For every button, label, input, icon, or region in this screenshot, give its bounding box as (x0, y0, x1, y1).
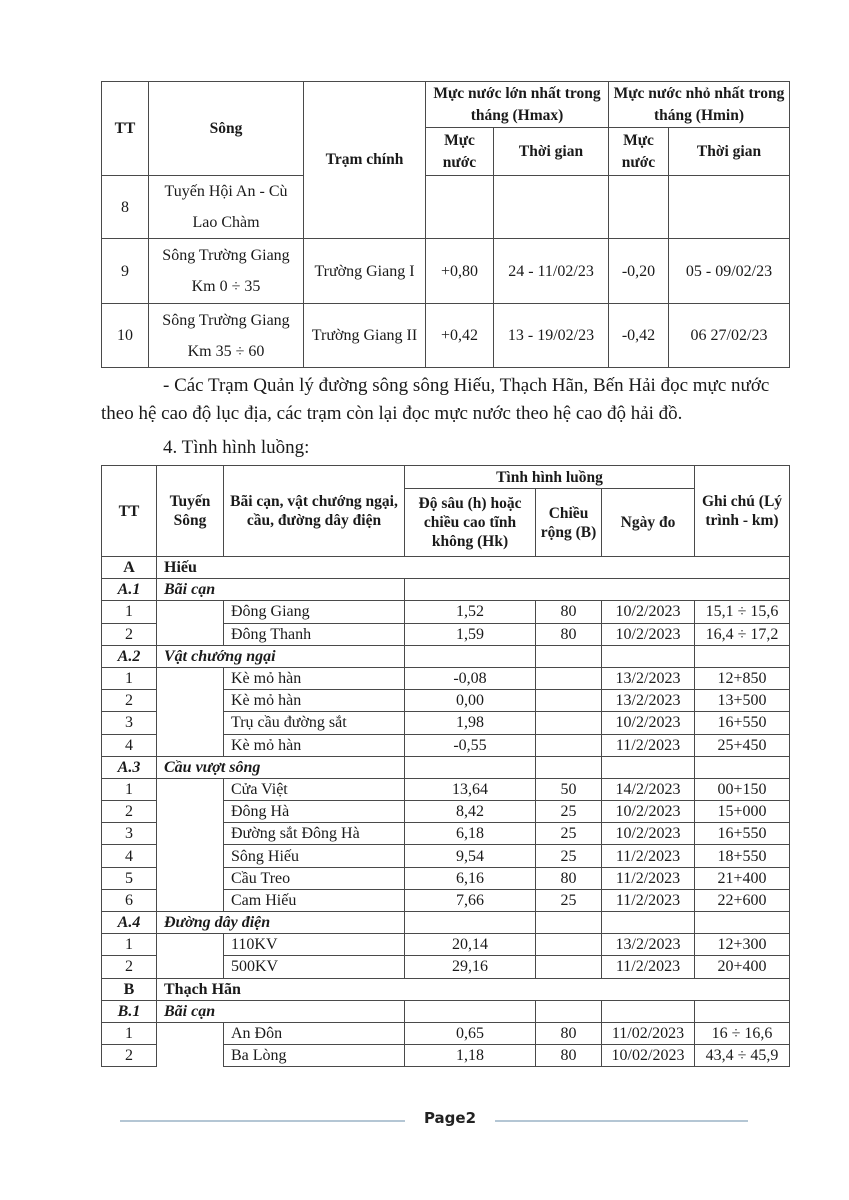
cell-hmin-time: 06 27/02/23 (669, 304, 790, 368)
section-row (102, 978, 790, 1000)
cell-date: 10/2/2023 (602, 801, 695, 823)
section-id: B (102, 978, 157, 1000)
cell-date: 10/2/2023 (602, 601, 695, 623)
group-name: Đường dây điện (157, 912, 405, 934)
section-row (102, 557, 790, 579)
cell-note: 12+850 (695, 667, 790, 689)
note-paragraph (101, 372, 789, 428)
cell-depth: -0,08 (405, 667, 536, 689)
table-row (102, 176, 790, 239)
cell-width (536, 712, 602, 734)
cell-width: 25 (536, 889, 602, 911)
cell-name: Kè mỏ hàn (224, 734, 405, 756)
cell-depth: 1,18 (405, 1045, 536, 1067)
cell-tt: 4 (102, 734, 157, 756)
cell-note: 20+400 (695, 956, 790, 978)
cell-width: 80 (536, 867, 602, 889)
cell-tt: 2 (102, 1045, 157, 1067)
cell-hmin: -0,42 (609, 304, 669, 368)
table-row (102, 778, 790, 800)
cell-note: 16+550 (695, 712, 790, 734)
cell-name: Trụ cầu đường sắt (224, 712, 405, 734)
cell-name: 500KV (224, 956, 405, 978)
section-heading: 4. Tình hình luồng: (163, 437, 310, 458)
cell-depth: 6,16 (405, 867, 536, 889)
cell-name: Kè mỏ hàn (224, 667, 405, 689)
group-id: A.4 (102, 912, 157, 934)
cell-depth: 1,59 (405, 623, 536, 645)
cell-tuyen-song (157, 1022, 224, 1066)
cell-note: 16+550 (695, 823, 790, 845)
cell-depth: 1,52 (405, 601, 536, 623)
cell-name: Ba Lòng (224, 1045, 405, 1067)
cell-depth: 7,66 (405, 889, 536, 911)
cell-width: 25 (536, 801, 602, 823)
cell-tt: 3 (102, 712, 157, 734)
cell-tt: 1 (102, 601, 157, 623)
cell-note: 12+300 (695, 934, 790, 956)
cell-tt: 5 (102, 867, 157, 889)
cell-width (536, 734, 602, 756)
empty-cell (602, 645, 695, 667)
header-hmin: Mực nước nhỏ nhất trong tháng (Hmin) (609, 82, 790, 128)
table-row (102, 667, 790, 689)
header-hmin-level: Mực nước (609, 128, 669, 176)
empty-cell (405, 579, 790, 601)
cell-name: Đường sắt Đông Hà (224, 823, 405, 845)
cell-note: 43,4 ÷ 45,9 (695, 1045, 790, 1067)
cell-width: 25 (536, 823, 602, 845)
table-row (102, 1022, 790, 1044)
header-tuyen-song: Tuyến Sông (157, 466, 224, 557)
empty-cell (405, 912, 536, 934)
group-row (102, 645, 790, 667)
footer-line-right (495, 1120, 748, 1122)
cell-date: 11/2/2023 (602, 889, 695, 911)
empty-cell (695, 756, 790, 778)
cell-tuyen-song (157, 667, 224, 756)
empty-cell (695, 1000, 790, 1022)
empty-cell (405, 1000, 536, 1022)
group-row (102, 756, 790, 778)
cell-name: 110KV (224, 934, 405, 956)
cell-note: 22+600 (695, 889, 790, 911)
group-row (102, 912, 790, 934)
cell-note: 21+400 (695, 867, 790, 889)
cell-date: 10/02/2023 (602, 1045, 695, 1067)
cell-depth: 9,54 (405, 845, 536, 867)
cell-note: 15+000 (695, 801, 790, 823)
cell-depth: 8,42 (405, 801, 536, 823)
cell-name: Kè mỏ hàn (224, 690, 405, 712)
header-hmin-time: Thời gian (669, 128, 790, 176)
header-tt: TT (102, 466, 157, 557)
header-hmax: Mực nước lớn nhất trong tháng (Hmax) (426, 82, 609, 128)
cell-hmax (426, 176, 494, 239)
table-row (102, 934, 790, 956)
group-id: B.1 (102, 1000, 157, 1022)
group-id: A.3 (102, 756, 157, 778)
cell-tt: 4 (102, 845, 157, 867)
cell-tt: 9 (102, 239, 149, 304)
cell-hmin (609, 176, 669, 239)
empty-cell (536, 1000, 602, 1022)
cell-name: Đông Hà (224, 801, 405, 823)
cell-song: Tuyến Hội An - Cù Lao Chàm (149, 176, 304, 239)
cell-tt: 2 (102, 801, 157, 823)
header-tram-chinh: Trạm chính (304, 82, 426, 239)
cell-note: 15,1 ÷ 15,6 (695, 601, 790, 623)
cell-width: 80 (536, 601, 602, 623)
cell-tuyen-song (157, 778, 224, 911)
cell-tram: Trường Giang II (304, 304, 426, 368)
cell-date: 10/2/2023 (602, 712, 695, 734)
header-tt: TT (102, 82, 149, 176)
cell-name: Đông Giang (224, 601, 405, 623)
empty-cell (695, 645, 790, 667)
section-id: A (102, 557, 157, 579)
cell-tt: 2 (102, 956, 157, 978)
cell-width (536, 667, 602, 689)
cell-hmax-time: 24 - 11/02/23 (494, 239, 609, 304)
empty-cell (405, 756, 536, 778)
section-name: Hiếu (157, 557, 790, 579)
table-row (102, 601, 790, 623)
cell-hmax-time (494, 176, 609, 239)
group-name: Bãi cạn (157, 579, 405, 601)
cell-tt: 2 (102, 623, 157, 645)
cell-tt: 1 (102, 778, 157, 800)
section-name: Thạch Hãn (157, 978, 790, 1000)
cell-tuyen-song (157, 601, 224, 645)
cell-tt: 1 (102, 667, 157, 689)
empty-cell (602, 756, 695, 778)
cell-hmax-time: 13 - 19/02/23 (494, 304, 609, 368)
cell-name: Cam Hiếu (224, 889, 405, 911)
cell-depth: 0,65 (405, 1022, 536, 1044)
cell-date: 11/2/2023 (602, 734, 695, 756)
cell-song: Sông Trường Giang Km 0 ÷ 35 (149, 239, 304, 304)
empty-cell (536, 912, 602, 934)
cell-width: 80 (536, 623, 602, 645)
header-chieu-rong: Chiều rộng (B) (536, 489, 602, 557)
cell-date: 11/2/2023 (602, 956, 695, 978)
group-id: A.1 (102, 579, 157, 601)
cell-tt: 10 (102, 304, 149, 368)
cell-depth: 20,14 (405, 934, 536, 956)
empty-cell (405, 645, 536, 667)
cell-name: Đông Thanh (224, 623, 405, 645)
header-hmax-time: Thời gian (494, 128, 609, 176)
footer-line-left (120, 1120, 405, 1122)
cell-tuyen-song (157, 934, 224, 978)
cell-hmin: -0,20 (609, 239, 669, 304)
group-row (102, 579, 790, 601)
cell-width: 50 (536, 778, 602, 800)
cell-depth: 13,64 (405, 778, 536, 800)
empty-cell (695, 912, 790, 934)
group-name: Vật chướng ngại (157, 645, 405, 667)
group-name: Bãi cạn (157, 1000, 405, 1022)
header-tinh-hinh-luong: Tình hình luồng (405, 466, 695, 489)
cell-name: Sông Hiếu (224, 845, 405, 867)
cell-width: 80 (536, 1045, 602, 1067)
header-ngay-do: Ngày đo (602, 489, 695, 557)
water-level-table (101, 81, 790, 368)
cell-note: 16,4 ÷ 17,2 (695, 623, 790, 645)
cell-tt: 8 (102, 176, 149, 239)
cell-note: 00+150 (695, 778, 790, 800)
group-name: Cầu vượt sông (157, 756, 405, 778)
header-ghi-chu: Ghi chú (Lý trình - km) (695, 466, 790, 557)
cell-note: 25+450 (695, 734, 790, 756)
cell-date: 13/2/2023 (602, 690, 695, 712)
cell-tt: 6 (102, 889, 157, 911)
cell-hmax: +0,80 (426, 239, 494, 304)
group-row (102, 1000, 790, 1022)
empty-cell (602, 1000, 695, 1022)
cell-song: Sông Trường Giang Km 35 ÷ 60 (149, 304, 304, 368)
header-hmax-level: Mực nước (426, 128, 494, 176)
group-id: A.2 (102, 645, 157, 667)
cell-tt: 1 (102, 934, 157, 956)
header-obstacle: Bãi cạn, vật chướng ngại, cầu, đường dây điện (224, 466, 405, 557)
cell-tt: 3 (102, 823, 157, 845)
cell-date: 11/2/2023 (602, 845, 695, 867)
cell-depth: -0,55 (405, 734, 536, 756)
table-row (102, 239, 790, 304)
cell-date: 10/2/2023 (602, 623, 695, 645)
cell-tram: Trường Giang I (304, 239, 426, 304)
cell-width (536, 690, 602, 712)
cell-hmax: +0,42 (426, 304, 494, 368)
cell-hmin-time: 05 - 09/02/23 (669, 239, 790, 304)
cell-width (536, 956, 602, 978)
cell-date: 11/2/2023 (602, 867, 695, 889)
cell-tt: 2 (102, 690, 157, 712)
cell-width (536, 934, 602, 956)
cell-date: 10/2/2023 (602, 823, 695, 845)
header-song: Sông (149, 82, 304, 176)
cell-date: 13/2/2023 (602, 667, 695, 689)
cell-date: 11/02/2023 (602, 1022, 695, 1044)
cell-name: Cửa Việt (224, 778, 405, 800)
cell-name: Cầu Treo (224, 867, 405, 889)
page-number: Page2 (423, 1109, 477, 1127)
cell-note: 13+500 (695, 690, 790, 712)
cell-hmin-time (669, 176, 790, 239)
cell-note: 18+550 (695, 845, 790, 867)
cell-depth: 6,18 (405, 823, 536, 845)
channel-status-table (101, 465, 790, 1067)
empty-cell (602, 912, 695, 934)
empty-cell (536, 645, 602, 667)
cell-name: An Đôn (224, 1022, 405, 1044)
note-text: - Các Trạm Quản lý đường sông sông Hiếu, Thạch Hãn, Bến Hải đọc mực nước theo hệ cao độ lục địa, các trạm còn lại đọc mực nước theo hệ cao độ hải đồ. (101, 375, 770, 424)
cell-depth: 29,16 (405, 956, 536, 978)
cell-depth: 1,98 (405, 712, 536, 734)
cell-date: 13/2/2023 (602, 934, 695, 956)
cell-width: 25 (536, 845, 602, 867)
cell-date: 14/2/2023 (602, 778, 695, 800)
cell-tt: 1 (102, 1022, 157, 1044)
cell-note: 16 ÷ 16,6 (695, 1022, 790, 1044)
cell-width: 80 (536, 1022, 602, 1044)
header-do-sau: Độ sâu (h) hoặc chiều cao tĩnh không (Hk) (405, 489, 536, 557)
empty-cell (536, 756, 602, 778)
table-row (102, 304, 790, 368)
cell-depth: 0,00 (405, 690, 536, 712)
